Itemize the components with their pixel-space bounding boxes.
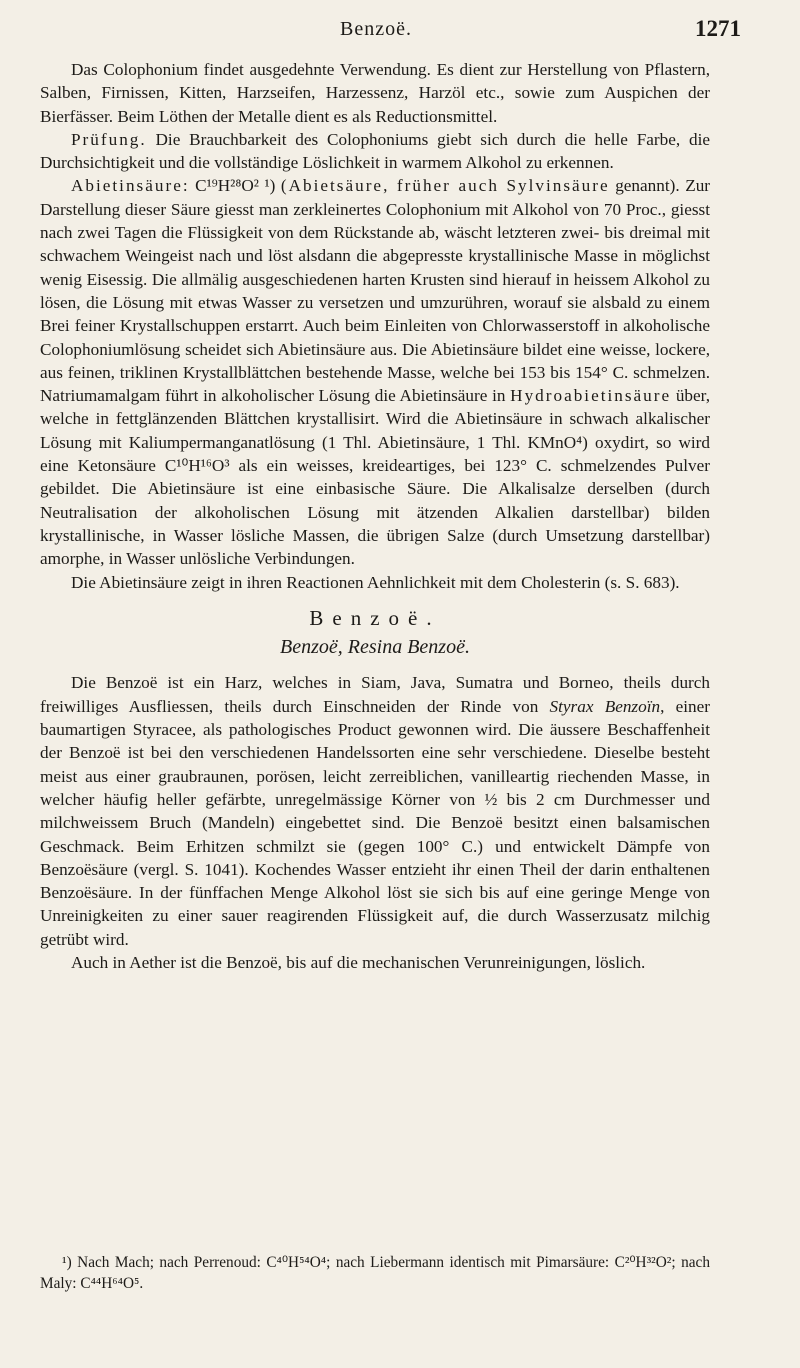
page-number: 1271 — [695, 16, 741, 41]
running-title: Benzoë. — [340, 18, 412, 40]
term-hydroabietinsaeure: Hydroabietinsäure — [510, 386, 672, 406]
paragraph-pruefung — [40, 128, 710, 175]
footnote — [40, 1252, 710, 1294]
footnote-paragraph — [40, 1252, 710, 1294]
section-subtitle: Benzoë, Resina Benzoë. — [280, 636, 470, 659]
paragraph-colophonium-use: Das Colophonium findet ausgedehnte Verwendung. Es dient zur Herstellung von Pflastern, Salben, Firnissen, Kitten, Harzseifen, Harzessenz, Harzöl etc., sowie zum Auspichen der Bierfässer. Beim Löthen der Metalle dient es als Reductionsmittel. — [40, 60, 710, 126]
page-header — [0, 18, 800, 48]
alias-abietsaeure: (Abietsäure, früher auch Sylvinsäure — [280, 176, 610, 196]
paragraph-cholesterin: Die Abietinsäure zeigt in ihren Reactionen Aehnlichkeit mit dem Cholesterin (s. S. 683). — [71, 572, 680, 592]
paragraph-pruefung-text: Die Brauchbarkeit des Colophoniums giebt sich durch die helle Farbe, die Durchsichtigkeit und die vollständige Löslichkeit in warmem Alkohol zu erkennen. — [40, 129, 710, 173]
paragraph-benzoe-text-a: Die Benzoë ist ein Harz, welches in Siam, Java, Sumatra und Borneo, theils durch freiwilliges Ausfliessen, theils durch Einschneiden der Rinde von — [40, 673, 710, 716]
paragraph-aether: Auch in Aether ist die Benzoë, bis auf die mechanischen Verunreinigungen, löslich. — [71, 952, 646, 972]
run-in-heading-pruefung: Prüfung. — [71, 129, 147, 149]
body-text — [40, 58, 710, 974]
paragraph-benzoe-text-b: , einer baumartigen Styracee, als pathologisches Product gewonnen wird. Die äussere Beschaffenheit der Benzoë ist bei den verschiedenen Handelssorten eine sehr verschiedene. Dieselbe besteht meist aus einer graubraunen, porösen, leicht zerreiblichen, vanilleartig riechenden Masse, in welcher häufig heller gefärbte, unregelmässige Körner von ½ bis 2 cm Durchmesser und milchweissem Bruch (Mandeln) eingebettet sind. Die Benzoë besitzt einen balsamischen Geschmack. Beim Erhitzen schmilzt sie (gegen 100° C.) und entwickelt Dämpfe von Benzoësäure (vergl. S. 1041). Kochendes Wasser entzieht ihr einen Theil der darin enthaltenen Benzoësäure. In der fünffachen Menge Alkohol löst sie sich bis auf eine geringe Menge von Unreinigkeiten zu einer sauer reagirenden Flüssigkeit auf, die durch Wasserzusatz milchig getrübt wird. — [40, 696, 710, 949]
section-title: Benzoë. — [309, 605, 441, 630]
paragraph-benzoe — [40, 671, 710, 951]
footnote-marker: ¹) — [62, 1254, 72, 1271]
paragraph-abietinsaeure — [40, 174, 710, 570]
footnote-text: Nach Mach; nach Perrenoud: C⁴⁰H⁵⁴O⁴; nach Liebermann identisch mit Pimarsäure: C²⁰H³²O²; nach Maly: C⁴⁴H⁶⁴O⁵. — [40, 1254, 710, 1292]
run-in-heading-abietinsaeure: Abietinsäure: — [71, 176, 190, 196]
formula-abietinsaeure: C¹⁹H²⁸O² ¹) — [189, 176, 281, 196]
paragraph-abietinsaeure-text: genannt). Zur Darstellung dieser Säure giesst man zerkleinertes Colophonium mit Alkohol von 70 Proc., giesst nach zwei Tagen die Flüssigkeit von dem Rückstande ab, wäscht letzteren zwei- bis dreimal mit schwachem Weingeist nach und löst alsdann die abgepresste krystallinische Masse in möglichst wenig Eisessig. Die allmälig ausgeschiedenen harten Krusten sind hierauf in heissem Alkohol zu lösen, die Lösung mit etwas Wasser zu versetzen und umzurühren, worauf sie alsbald zu einem Brei feiner Krystallschuppen erstarrt. Auch beim Einleiten von Chlorwasserstoff in alkoholische Colophoniumlösung scheidet sich Abietinsäure aus. Die Abietinsäure bildet eine weisse, lockere, aus feinen, triklinen Krystallblättchen bestehende Masse, welche bei 153 bis 154° C. schmelzen. Natriumamalgam führt in alkoholischer Lösung die Abietinsäure in — [40, 176, 711, 406]
term-styrax-benzoin: Styrax Benzoïn — [549, 696, 661, 716]
paragraph-abietinsaeure-text-2: über, welche in fettglänzenden Blättchen krystallisirt. Wird die Abietinsäure in schwach alkalischer Lösung mit Kaliumpermanganatlösung (1 Thl. Abietinsäure, 1 Thl. KMnO⁴) oxydirt, so wird eine Ketonsäure C¹⁰H¹⁶O³ als ein weisses, kreideartiges, bei 123° C. schmelzendes Pulver gebildet. Die Abietinsäure ist eine einbasische Säure. Die Alkalisalze derselben (durch Neutralisation der alkoholischen Lösung mit ätzenden Alkalien darstellbar) bilden krystallinische, in Wasser lösliche Massen, die übrigen Salze (durch Umsetzung darstellbar) amorphe, in Wasser unlösliche Verbindungen. — [40, 386, 710, 569]
